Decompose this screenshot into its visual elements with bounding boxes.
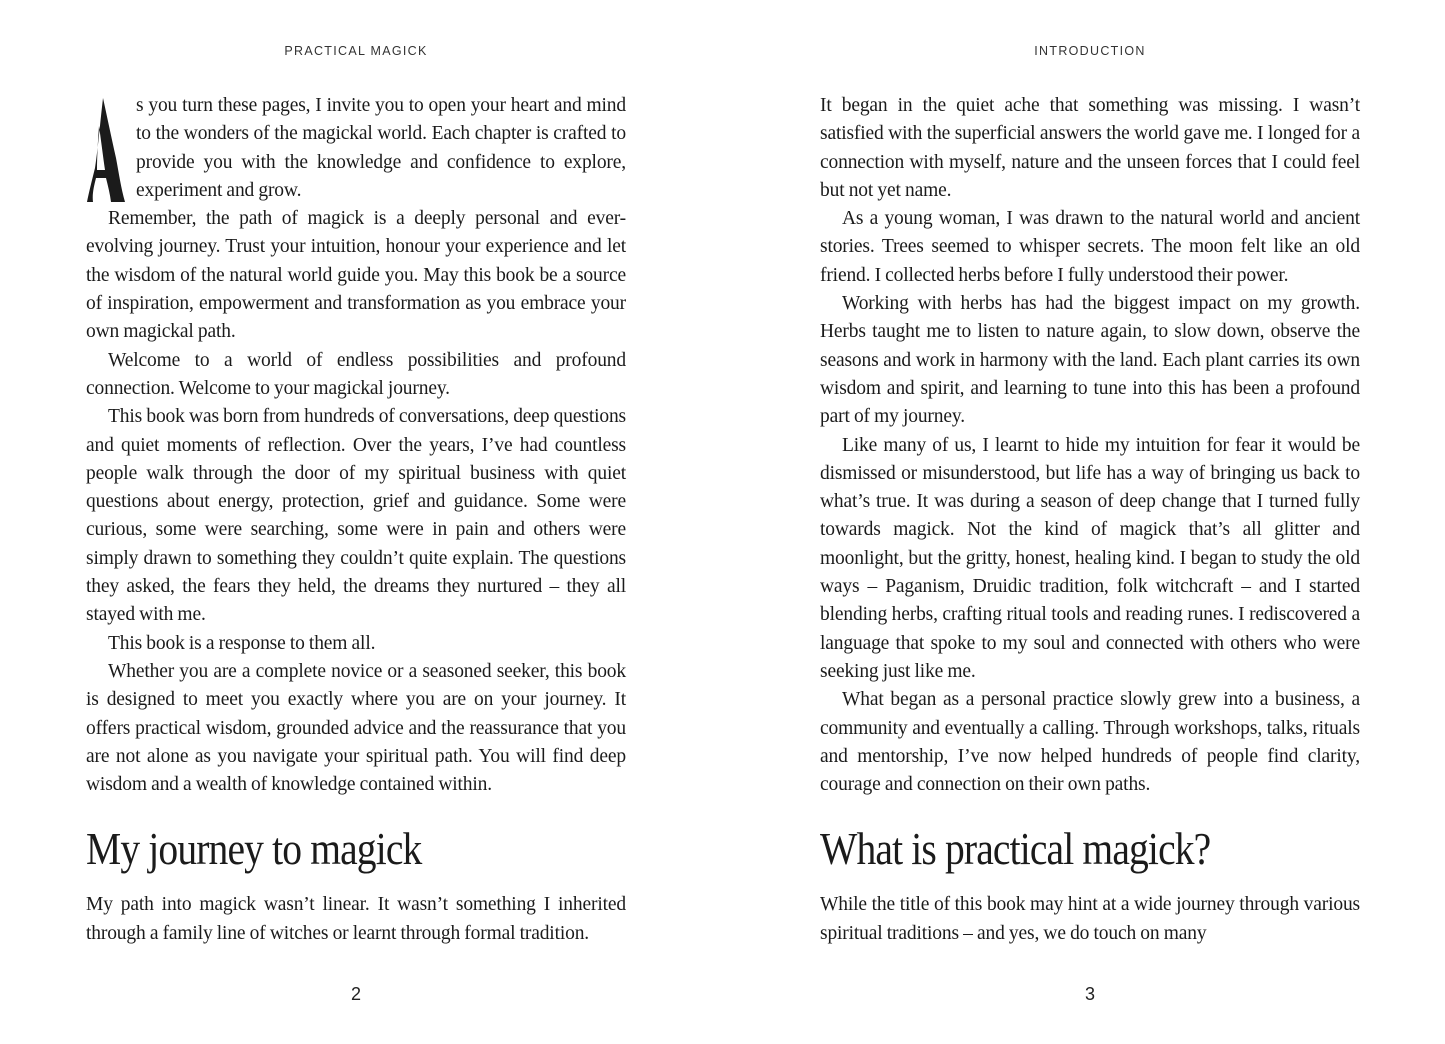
running-head-left: PRACTICAL MAGICK (284, 44, 428, 58)
paragraph-2: Remember, the path of magick is a deeply personal and ever-evolving journey. Trust your intuition, honour your experience and let the wisdom of the natural world guide you. May this book be a source of inspiration, empowerment and transformation as you embrace your own magickal path. (86, 208, 626, 343)
paragraph-r5: What began as a personal practice slowly grew into a business, a community and eventually a calling. Through workshops, talks, rituals and mentorship, I’ve now helped hundreds of people find clarity, courage and connection on their own paths. (820, 689, 1360, 796)
left-text-block (86, 92, 626, 948)
paragraph-3: Welcome to a world of endless possibilities and profound connection. Welcome to your magickal journey. (86, 349, 626, 399)
running-head-right: INTRODUCTION (1034, 44, 1146, 58)
paragraph-1: s you turn these pages, I invite you to open your heart and mind to the wonders of the magickal world. Each chapter is crafted to provide you with the knowledge and confidence to explore, experiment and grow. (136, 95, 626, 201)
section-title-my-journey: My journey to magick (86, 823, 422, 875)
drop-cap (86, 96, 126, 204)
opening-paragraph-wrap (86, 92, 626, 205)
page-number-right: 3 (1084, 984, 1095, 1004)
paragraph-r1: It began in the quiet ache that something was missing. I wasn’t satisfied with the superficial answers the world gave me. I longed for a connection with myself, nature and the unseen forces that I could feel but not yet name. (820, 95, 1360, 201)
left-page (86, 0, 626, 1044)
page-number-left: 2 (350, 984, 361, 1004)
paragraph-4: This book was born from hundreds of conversations, deep questions and quiet moments of reflection. Over the years, I’ve had countless people walk through the door of my spiritual business with quiet questions about energy, protection, grief and guidance. Some were curious, some were searching, some were in pain and others were simply drawn to something they couldn’t quite explain. The questions they asked, the fears they held, the dreams they nurtured – they all stayed with me. (86, 406, 626, 626)
right-text-block (820, 92, 1360, 948)
drop-cap-a-glyph (86, 96, 126, 204)
paragraph-5: This book is a response to them all. (108, 632, 376, 654)
section-title-what-is-practical-magick: What is practical magick? (820, 823, 1211, 875)
paragraph-r4: Like many of us, I learnt to hide my intuition for fear it would be dismissed or misunderstood, but life has a way of bringing us back to what’s true. It was during a season of deep change that I turned fully towards magick. Not the kind of magick that’s all glitter and moonlight, but the gritty, honest, healing kind. I began to study the old ways – Paganism, Druidic tradition, folk witchcraft – and I started blending herbs, crafting ritual tools and reading runes. I rediscovered a language that spoke to my soul and connected with others who were seeking just like me. (820, 434, 1360, 682)
right-page (820, 0, 1360, 1044)
paragraph-6: Whether you are a complete novice or a seasoned seeker, this book is designed to meet you exactly where you are on your journey. It offers practical wisdom, grounded advice and the reassurance that you are not alone as you navigate your spiritual path. You will find deep wisdom and a wealth of knowledge contained within. (86, 660, 626, 796)
section-paragraph-right: While the title of this book may hint at a wide journey through various spiritual traditions – and yes, we do touch on many (820, 894, 1360, 944)
section-paragraph-left: My path into magick wasn’t linear. It wasn’t something I inherited through a family line of witches or learnt through formal tradition. (86, 894, 626, 944)
paragraph-r3: Working with herbs has had the biggest impact on my growth. Herbs taught me to listen to nature again, to slow down, observe the seasons and work in harmony with the land. Each plant carries its own wisdom and spirit, and learning to tune into this has been a profound part of my journey. (820, 293, 1360, 428)
paragraph-r2: As a young woman, I was drawn to the natural world and ancient stories. Trees seemed to whisper secrets. The moon felt like an old friend. I collected herbs before I fully understood their power. (820, 208, 1360, 286)
